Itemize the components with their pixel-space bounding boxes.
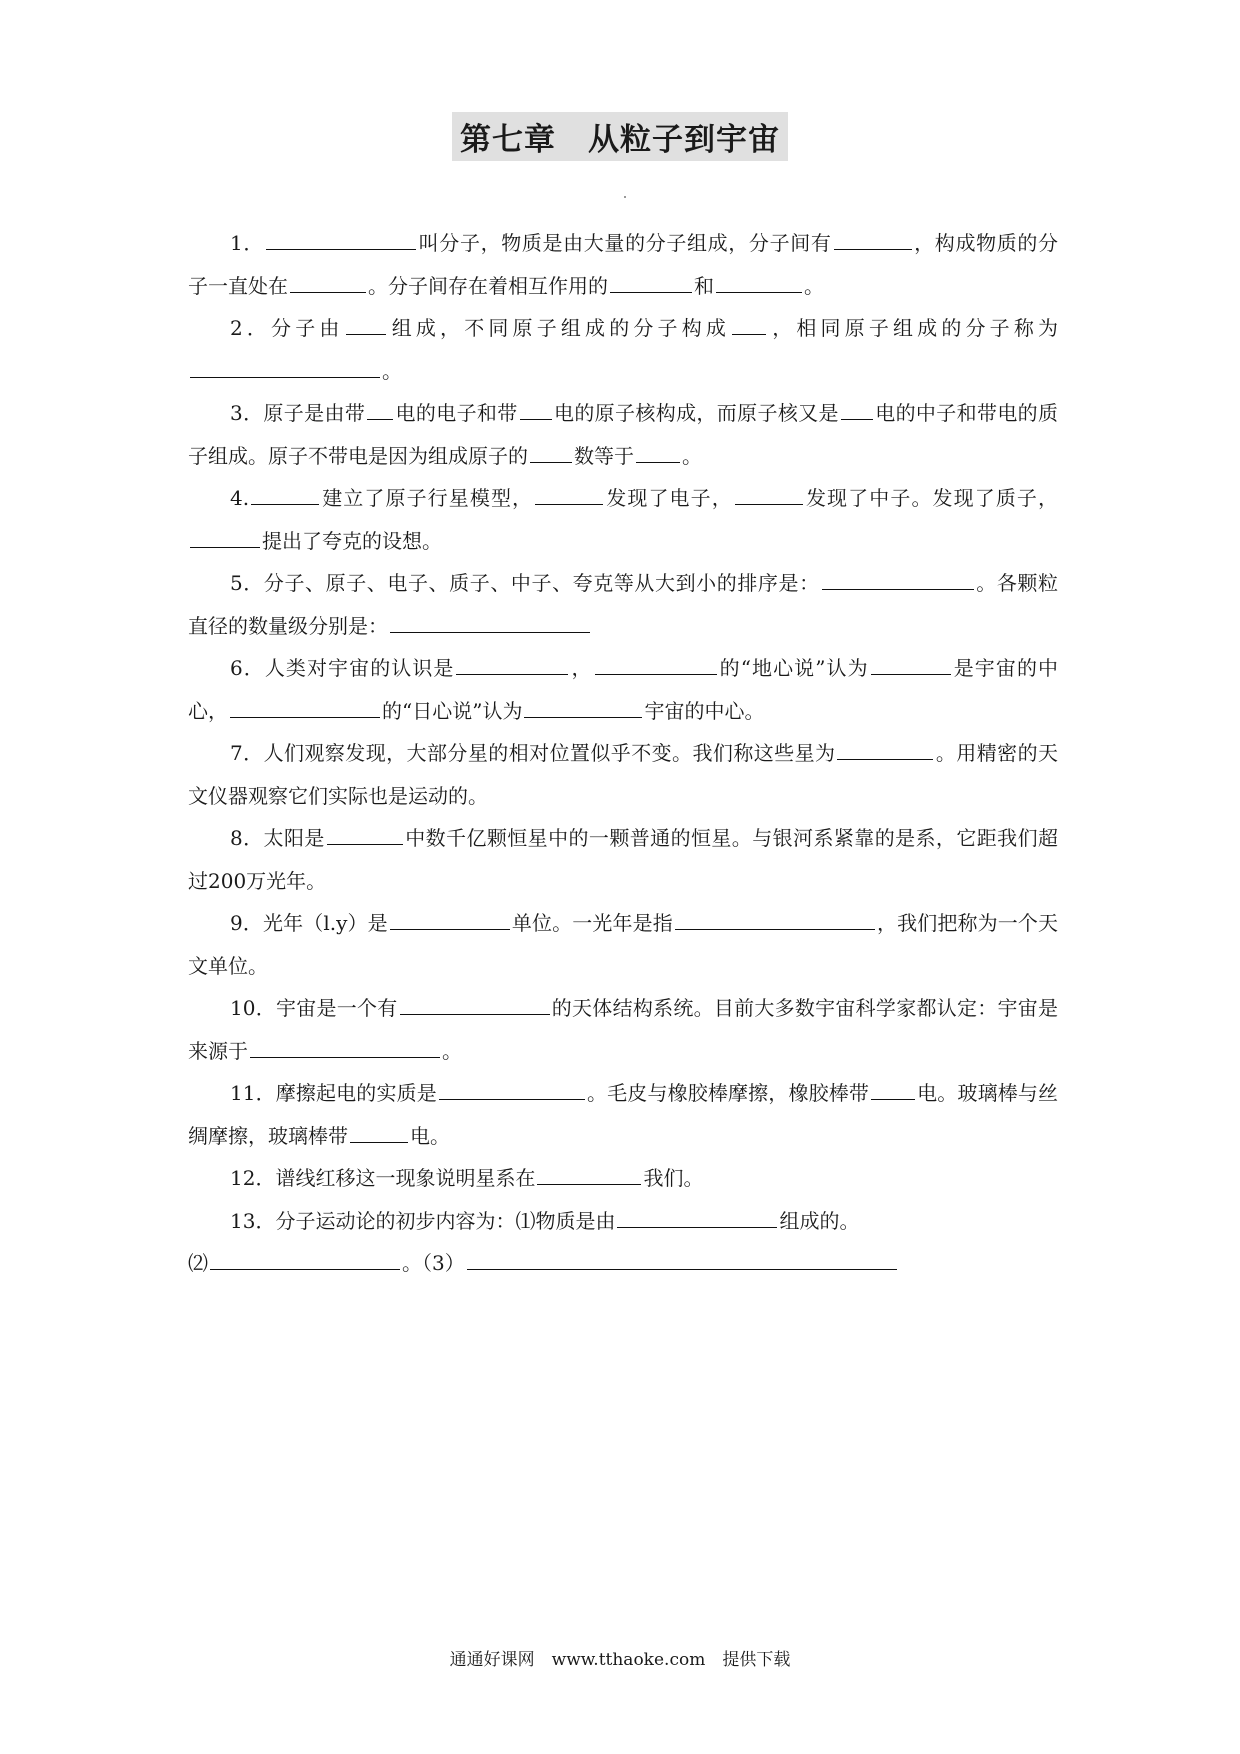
answer-blank[interactable] bbox=[530, 442, 572, 463]
q3-text-1: 3．原子是由带 bbox=[230, 401, 366, 425]
answer-blank[interactable] bbox=[346, 314, 386, 335]
q9-text-3: ，我们把称为一个天文单位。 bbox=[188, 911, 1059, 978]
q10-text-1: 10．宇宙是一个有 bbox=[230, 996, 398, 1020]
answer-blank[interactable] bbox=[467, 1249, 897, 1270]
q1-text-2: 叫分子，物质是由大量的分子组成，分子间有 bbox=[418, 231, 832, 255]
q12-text-2: 我们。 bbox=[643, 1166, 704, 1190]
answer-blank[interactable] bbox=[290, 272, 366, 293]
q1-text-3: ，构成物质的分子一直处在 bbox=[188, 231, 1059, 298]
q1-text-6: 。 bbox=[804, 273, 824, 298]
question-9 bbox=[188, 902, 1058, 987]
q2-text-4: 。 bbox=[382, 358, 402, 383]
answer-blank[interactable] bbox=[675, 909, 875, 930]
q4-text-3: 发现了电子， bbox=[605, 486, 733, 510]
answer-blank[interactable] bbox=[537, 1164, 641, 1185]
q2-text-1: 2．分子由 bbox=[230, 316, 344, 340]
answer-blank[interactable] bbox=[350, 1122, 408, 1143]
q9-text-2: 单位。一光年是指 bbox=[511, 911, 673, 935]
q13-text-3: ⑵ bbox=[188, 1251, 208, 1275]
q9-text-1: 9．光年（l.y）是 bbox=[230, 911, 388, 935]
answer-blank[interactable] bbox=[834, 229, 912, 250]
question-8 bbox=[188, 817, 1058, 902]
q11-text-2: 。毛皮与橡胶棒摩擦，橡胶棒带 bbox=[586, 1081, 870, 1105]
question-10 bbox=[188, 987, 1058, 1072]
q6-text-2: ， bbox=[570, 656, 593, 680]
question-13 bbox=[188, 1200, 1058, 1285]
answer-blank[interactable] bbox=[822, 569, 974, 590]
q11-text-3: 电。玻璃棒与丝绸摩擦，玻璃棒带 bbox=[188, 1081, 1059, 1148]
q3-text-3: 电的原子核构成，而原子核又是 bbox=[553, 401, 839, 425]
q13-text-4: 。（3） bbox=[402, 1251, 465, 1275]
q3-text-4: 电的中子和带电的质子组成。原子不带电是因为组成原子的 bbox=[188, 401, 1059, 468]
answer-blank[interactable] bbox=[610, 272, 692, 293]
q11-text-1: 11．摩擦起电的实质是 bbox=[230, 1081, 437, 1105]
q12-text-1: 12．谱线红移这一现象说明星系在 bbox=[230, 1166, 536, 1190]
footer-text: 通通好课网 www.tthaoke.com 提供下载 bbox=[449, 1650, 791, 1670]
q13-text-1: 13．分子运动论的初步内容为：⑴物质是由 bbox=[230, 1208, 616, 1233]
answer-blank[interactable] bbox=[837, 739, 933, 760]
q8-text-1: 8．太阳是 bbox=[230, 826, 325, 850]
answer-blank[interactable] bbox=[250, 1037, 440, 1058]
answer-blank[interactable] bbox=[735, 484, 803, 505]
question-1 bbox=[188, 222, 1058, 307]
question-3 bbox=[188, 392, 1058, 477]
q5-text-2: 。各颗粒直径的数量级分别是： bbox=[188, 571, 1058, 638]
answer-blank[interactable] bbox=[535, 484, 603, 505]
q1-text-1: 1． bbox=[230, 231, 265, 255]
q10-text-3: 。 bbox=[442, 1038, 462, 1063]
answer-blank[interactable] bbox=[520, 399, 552, 420]
question-6 bbox=[188, 647, 1058, 732]
question-4 bbox=[188, 477, 1058, 562]
answer-blank[interactable] bbox=[871, 1079, 915, 1100]
answer-blank[interactable] bbox=[190, 527, 260, 548]
q6-text-6: 宇宙的中心。 bbox=[644, 698, 765, 723]
page-title bbox=[0, 112, 1240, 161]
answer-blank[interactable] bbox=[524, 697, 642, 718]
q2-text-3: ，相同原子组成的分子称为 bbox=[768, 316, 1059, 340]
question-list bbox=[188, 222, 1058, 1285]
q10-text-2: 的天体结构系统。目前大多数宇宙科学家都认定：宇宙是来源于 bbox=[188, 996, 1059, 1063]
answer-blank[interactable] bbox=[456, 654, 568, 675]
q4-text-5: 提出了夸克的设想。 bbox=[262, 528, 442, 553]
answer-blank[interactable] bbox=[390, 909, 510, 930]
answer-blank[interactable] bbox=[251, 484, 319, 505]
q5-text-1: 5．分子、原子、电子、质子、中子、夸克等从大到小的排序是： bbox=[230, 571, 820, 595]
decorative-dot bbox=[624, 196, 626, 198]
answer-blank[interactable] bbox=[266, 229, 416, 250]
q6-text-5: 的“日心说”认为 bbox=[382, 698, 523, 723]
question-7 bbox=[188, 732, 1058, 817]
question-12 bbox=[188, 1157, 1058, 1200]
q4-text-1: 4. bbox=[230, 486, 250, 510]
answer-blank[interactable] bbox=[841, 399, 873, 420]
q1-text-4: 。分子间存在着相互作用的 bbox=[368, 273, 608, 298]
q4-text-2: 建立了原子行星模型， bbox=[321, 486, 534, 510]
question-11 bbox=[188, 1072, 1058, 1157]
answer-blank[interactable] bbox=[617, 1207, 777, 1228]
answer-blank[interactable] bbox=[400, 994, 550, 1015]
q4-text-4: 发现了中子。发现了质子， bbox=[804, 486, 1059, 510]
answer-blank[interactable] bbox=[190, 357, 380, 378]
answer-blank[interactable] bbox=[439, 1079, 585, 1100]
q6-text-4: 是宇宙的中心， bbox=[188, 656, 1059, 723]
question-5 bbox=[188, 562, 1058, 647]
answer-blank[interactable] bbox=[367, 399, 393, 420]
q6-text-3: 的“地心说”认为 bbox=[718, 656, 869, 680]
q3-text-2: 电的电子和带 bbox=[395, 401, 518, 425]
q13-text-2: 组成的。 bbox=[779, 1208, 860, 1233]
q6-text-1: 6．人类对宇宙的认识是 bbox=[230, 656, 455, 680]
question-2 bbox=[188, 307, 1058, 392]
page-title-text: 第七章 从粒子到宇宙 bbox=[452, 112, 788, 161]
q2-text-2: 组成，不同原子组成的分子构成 bbox=[387, 316, 731, 340]
q3-text-6: 。 bbox=[682, 443, 702, 468]
q3-text-5: 数等于 bbox=[574, 443, 634, 468]
answer-blank[interactable] bbox=[732, 314, 766, 335]
q7-text-2: 。用精密的天文仪器观察它们实际也是运动的。 bbox=[188, 741, 1058, 808]
answer-blank[interactable] bbox=[871, 654, 951, 675]
q7-text-1: 7．人们观察发现，大部分星的相对位置似乎不变。我们称这些星为 bbox=[230, 741, 836, 765]
answer-blank[interactable] bbox=[390, 612, 590, 633]
answer-blank[interactable] bbox=[327, 824, 403, 845]
q11-text-4: 电。 bbox=[410, 1123, 450, 1148]
q8-text-2: 中数千亿颗恒星中的一颗普通的恒星。与银河系紧靠的是系，它距我们超过200万光年。 bbox=[188, 826, 1058, 893]
answer-blank[interactable] bbox=[230, 697, 380, 718]
q1-text-5: 和 bbox=[694, 273, 714, 298]
answer-blank[interactable] bbox=[716, 272, 802, 293]
answer-blank[interactable] bbox=[636, 442, 680, 463]
footer bbox=[0, 1645, 1240, 1670]
answer-blank[interactable] bbox=[595, 654, 717, 675]
answer-blank[interactable] bbox=[210, 1249, 400, 1270]
